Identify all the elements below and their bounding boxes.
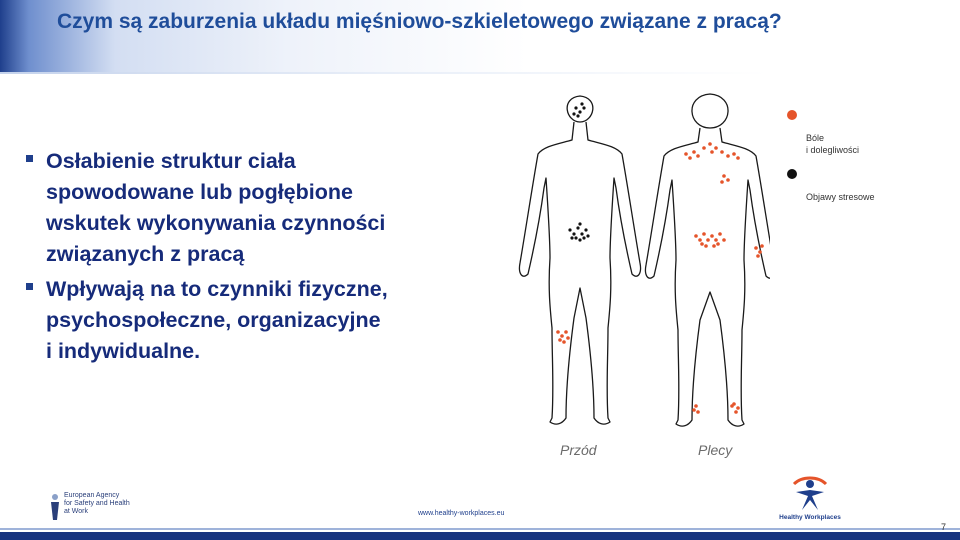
square-bullet-icon <box>26 283 33 290</box>
bullet-list <box>26 146 486 371</box>
legend-label: Bóle i dolegliwości <box>806 133 860 155</box>
body-diagram <box>500 88 770 468</box>
bullet-item <box>26 146 486 270</box>
page-number: 7 <box>941 522 947 532</box>
agency-logo <box>48 492 168 522</box>
legend-item-pain <box>786 108 946 156</box>
back-label: Plecy <box>698 442 733 458</box>
square-bullet-icon <box>26 155 33 162</box>
legend <box>786 108 946 214</box>
footer-bar <box>0 532 960 540</box>
bullet-text: Osłabienie struktur ciała spowodowane lub pogłębione wskutek wykonywania czynności związanych z pracą <box>46 149 386 266</box>
legend-item-stress <box>786 167 946 203</box>
legend-label: Objawy stresowe <box>806 192 875 202</box>
healthy-workplaces-logo <box>770 470 850 528</box>
healthy-workplaces-icon <box>788 470 832 514</box>
agency-emblem-icon <box>48 492 62 522</box>
bullet-item <box>26 274 486 367</box>
title-divider <box>0 72 960 74</box>
stress-dot-icon <box>787 169 797 179</box>
back-body-figure <box>645 94 770 426</box>
footer-divider <box>0 528 960 530</box>
footer-url[interactable]: www.healthy-workplaces.eu <box>418 510 505 517</box>
front-label: Przód <box>560 442 597 458</box>
slide-title: Czym są zaburzenia układu mięśniowo-szkieletowego związane z pracą? <box>57 10 782 33</box>
pain-dot-icon <box>787 110 797 120</box>
campaign-name: Healthy Workplaces <box>779 514 841 521</box>
agency-name: European Agency for Safety and Health at Work <box>64 492 130 515</box>
front-body-figure <box>519 96 640 424</box>
bullet-text: Wpływają na to czynniki fizyczne, psychospołeczne, organizacyjne i indywidualne. <box>46 277 388 363</box>
